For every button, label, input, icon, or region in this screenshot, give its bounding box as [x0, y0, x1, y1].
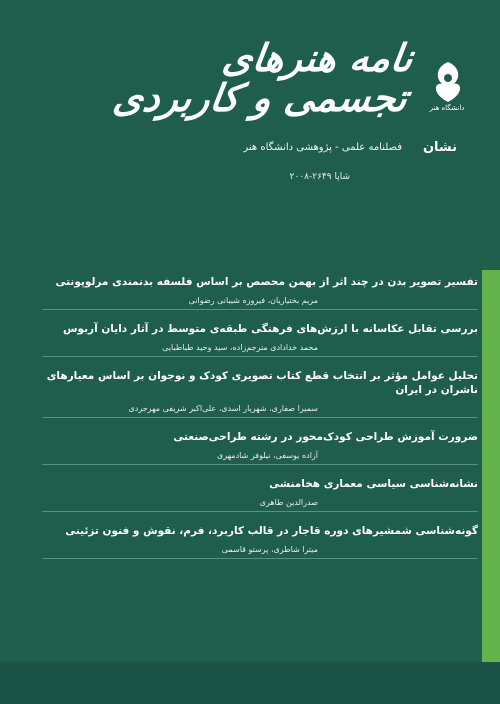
list-item: [42, 275, 478, 310]
divider: [42, 464, 478, 465]
list-item: [42, 430, 478, 465]
journal-title: نامه هنرهای تجسمی و کاربردی: [110, 35, 417, 120]
article-title: تفسیر تصویر بدن در چند اثر از بهمن محصص بر اساس فلسفه بدنمندی مرلوپونتی: [55, 276, 478, 288]
list-item: [42, 524, 478, 559]
accent-strip: [482, 270, 500, 662]
divider: [42, 356, 478, 357]
list-item: [42, 369, 478, 418]
bottom-band: [0, 662, 500, 704]
divider: [42, 558, 478, 559]
divider: [42, 511, 478, 512]
list-item: [42, 322, 478, 357]
article-title: گونه‌شناسی شمشیرهای دوره قاجار در قالب کاربرد، فرم، نقوش و فنون تزئینی: [65, 525, 478, 537]
article-title: نشانه‌شناسی سیاسی معماری هخامنشی: [269, 478, 478, 490]
table-of-contents: [42, 275, 478, 571]
article-title: بررسی تقابل عکاسانه با ارزش‌های فرهنگی طبقه‌ی متوسط در آثار دایان آربوس: [63, 323, 478, 335]
logo-label: دانشگاه هنر: [429, 104, 465, 112]
article-authors: آزاده یوسفی، نیلوفر شادمهری: [216, 451, 318, 460]
article-title: ضرورت آموزش طراحی کودک‌محور در رشته طراحی‌صنعتی: [173, 431, 478, 443]
article-authors: صدرالدین طاهری: [259, 498, 318, 507]
list-item: [42, 477, 478, 512]
emblem-icon: نشان: [422, 140, 458, 155]
article-authors: محمد خدادادی مترجم‌زاده، سید وحید طباطبایی: [162, 343, 318, 352]
issue-number: شاپا ۲۶۴۹-۲۰۰۸: [289, 172, 350, 182]
divider: [42, 309, 478, 310]
masthead: [110, 35, 417, 153]
article-title: تحلیل عوامل مؤثر بر انتخاب قطع کتاب تصویری کودک و نوجوان بر اساس معیارهای ناشران در ایران: [46, 370, 478, 396]
article-authors: میترا شاطری، پرستو قاسمی: [221, 545, 318, 554]
journal-subtitle: فصلنامه علمی - پژوهشی دانشگاه هنر: [243, 141, 402, 153]
divider: [42, 417, 478, 418]
article-authors: مریم بختیاریان، فیروزه شیبانی رضوانی: [188, 296, 318, 305]
article-authors: سمیرا صفاری، شهریار اسدی، علی‌اکبر شریفی مهرجردی: [128, 404, 318, 413]
